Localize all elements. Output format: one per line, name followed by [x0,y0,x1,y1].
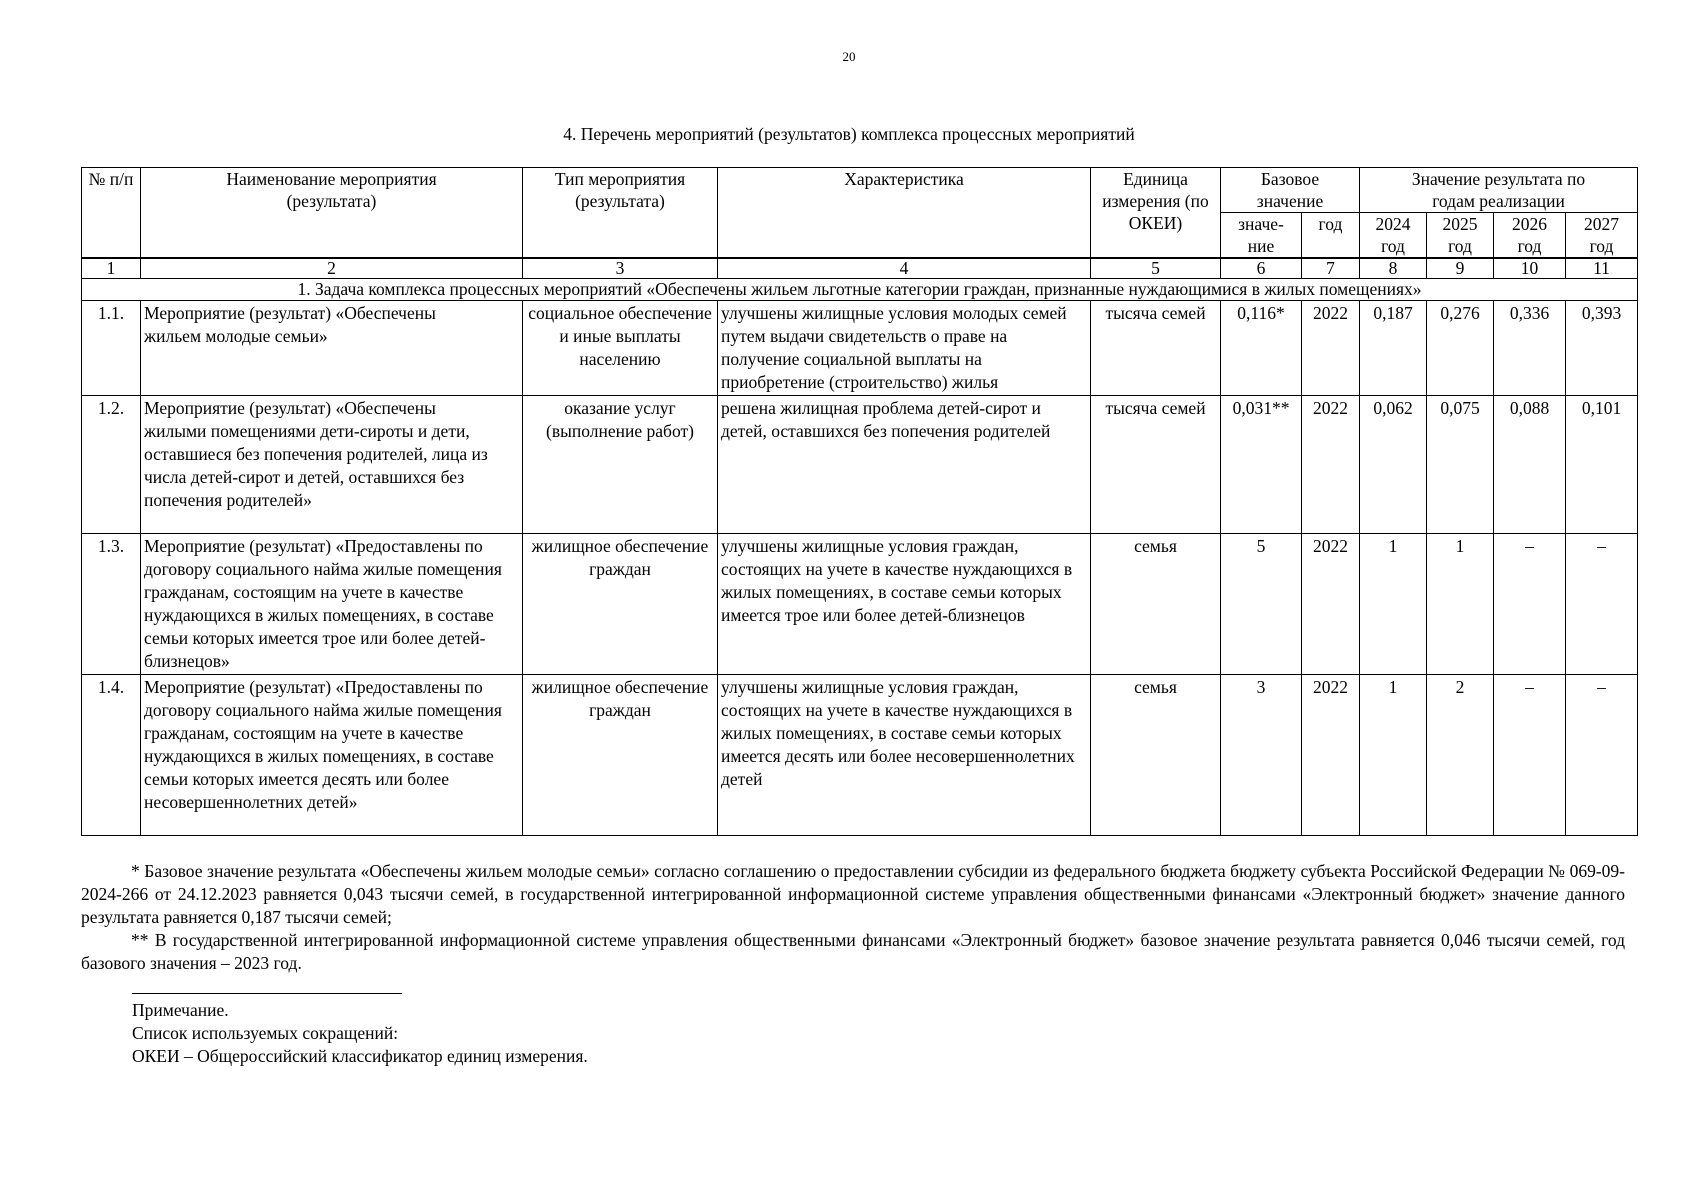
row-unit: тысяча семей [1091,301,1221,396]
column-number: 11 [1566,258,1638,279]
row-base-value: 0,031** [1221,396,1302,534]
row-value-2025: 0,075 [1427,396,1494,534]
row-type: оказание услуг (выполнение работ) [523,396,718,534]
header-type: Тип мероприятия (результата) [523,168,718,259]
row-name: Мероприятие (результат) «Предоставлены по договору социального найма жилые помещения гражданам, состоящим на учете в качестве нуждающихся в жилых помещениях, в составе семьи которых имеется десять или более несовершеннолетних детей» [141,675,523,836]
column-number: 1 [82,258,141,279]
row-base-year: 2022 [1302,534,1360,675]
column-number: 5 [1091,258,1221,279]
header-name: Наименование мероприятия (результата) [141,168,523,259]
table-row [82,675,1638,836]
notes-list-title: Список используемых сокращений: [132,1023,399,1043]
row-name: Мероприятие (результат) «Обеспечены жилыми помещениями дети-сироты и дети, оставшиеся без попечения родителей, лица из числа детей-сирот и детей, оставшихся без попечения родителей» [141,396,523,534]
task-title: 1. Задача комплекса процессных мероприятий «Обеспечены жильем льготные категории граждан, признанные нуждающимися в жилых помещениях» [82,279,1638,301]
notes-abbreviation: ОКЕИ – Общероссийский классификатор единиц измерения. [132,1046,588,1066]
header-unit: Единица измерения (по ОКЕИ) [1091,168,1221,259]
header-year-2026: 2026 год [1494,213,1566,259]
header-year-2024: 2024 год [1360,213,1427,259]
row-value-2025: 1 [1427,534,1494,675]
page-number: 20 [842,49,856,64]
row-base-year: 2022 [1302,301,1360,396]
footnote-base-value: * Базовое значение результата «Обеспечены жильем молодые семьи» согласно соглашению о предоставлении субсидии из федерального бюджета бюджету субъекта Российской Федерации № 069-09-2024-266 от 24.12.2023 равняется 0,043 тысячи семей, в государственной интегрированной информационной системе управления общественными финансами «Электронный бюджет» значение данного результата равняется 0,187 тысячи семей; [81,861,1625,927]
header-base-value: Базовое значение [1221,168,1360,213]
row-base-value: 3 [1221,675,1302,836]
column-number: 2 [141,258,523,279]
header-result-values: Значение результата по годам реализации [1360,168,1638,213]
row-value-2024: 1 [1360,534,1427,675]
row-num: 1.4. [82,675,141,836]
column-number: 6 [1221,258,1302,279]
row-characteristic: улучшены жилищные условия граждан, состоящих на учете в качестве нуждающихся в жилых помещениях, в составе семьи которых имеется трое или более детей-близнецов [718,534,1091,675]
header-num: № п/п [82,168,141,259]
row-value-2026: 0,336 [1494,301,1566,396]
row-characteristic: улучшены жилищные условия граждан, состоящих на учете в качестве нуждающихся в жилых помещениях, в составе семьи которых имеется десять или более несовершеннолетних детей [718,675,1091,836]
footnotes [81,860,1625,975]
row-num: 1.1. [82,301,141,396]
footnote-separator [132,993,402,994]
notes-heading: Примечание. [132,1000,229,1020]
table-row [82,534,1638,675]
row-unit: семья [1091,534,1221,675]
header-base-value-year: год [1302,213,1360,259]
header-year-2025: 2025 год [1427,213,1494,259]
row-base-year: 2022 [1302,675,1360,836]
row-value-2026: 0,088 [1494,396,1566,534]
row-name: Мероприятие (результат) «Обеспечены жильем молодые семьи» [141,301,523,396]
table-row [82,396,1638,534]
row-base-value: 5 [1221,534,1302,675]
row-num: 1.3. [82,534,141,675]
measures-table [81,167,1638,836]
row-unit: семья [1091,675,1221,836]
row-value-2024: 0,187 [1360,301,1427,396]
header-year-2027: 2027 год [1566,213,1638,259]
header-characteristic: Характеристика [718,168,1091,259]
row-value-2027: – [1566,675,1638,836]
table-row [82,301,1638,396]
row-value-2025: 2 [1427,675,1494,836]
column-number: 7 [1302,258,1360,279]
row-num: 1.2. [82,396,141,534]
row-name: Мероприятие (результат) «Предоставлены по договору социального найма жилые помещения гражданам, состоящим на учете в качестве нуждающихся в жилых помещениях, в составе семьи которых имеется трое или более детей-близнецов» [141,534,523,675]
row-value-2027: – [1566,534,1638,675]
column-number-row [82,258,1638,279]
column-number: 4 [718,258,1091,279]
row-value-2024: 0,062 [1360,396,1427,534]
row-type: социальное обеспечение и иные выплаты населению [523,301,718,396]
column-number: 3 [523,258,718,279]
row-characteristic: решена жилищная проблема детей-сирот и детей, оставшихся без попечения родителей [718,396,1091,534]
row-type: жилищное обеспечение граждан [523,675,718,836]
section-title: 4. Перечень мероприятий (результатов) комплекса процессных мероприятий [563,124,1135,144]
row-value-2027: 0,393 [1566,301,1638,396]
column-number: 9 [1427,258,1494,279]
row-value-2025: 0,276 [1427,301,1494,396]
row-value-2027: 0,101 [1566,396,1638,534]
row-base-year: 2022 [1302,396,1360,534]
row-value-2024: 1 [1360,675,1427,836]
row-type: жилищное обеспечение граждан [523,534,718,675]
row-value-2026: – [1494,534,1566,675]
header-base-value-value: значе-ние [1221,213,1302,259]
row-value-2026: – [1494,675,1566,836]
notes [132,999,1532,1068]
row-base-value: 0,116* [1221,301,1302,396]
column-number: 8 [1360,258,1427,279]
column-number: 10 [1494,258,1566,279]
footnote-electronic-budget: ** В государственной интегрированной информационной системе управления общественными финансами «Электронный бюджет» базовое значение результата равняется 0,046 тысячи семей, год базового значения – 2023 год. [81,930,1625,973]
task-row [82,279,1638,301]
header-row [82,168,1638,213]
row-unit: тысяча семей [1091,396,1221,534]
row-characteristic: улучшены жилищные условия молодых семей путем выдачи свидетельств о праве на получение социальной выплаты на приобретение (строительство) жилья [718,301,1091,396]
